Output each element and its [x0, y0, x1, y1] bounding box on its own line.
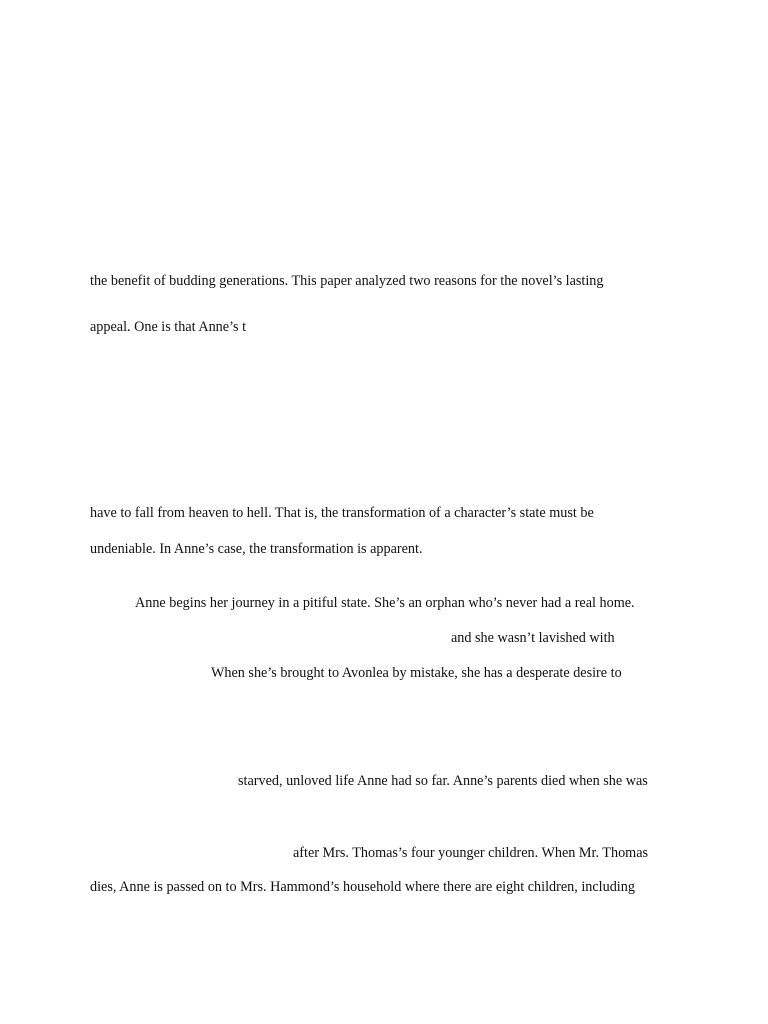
text-line: dies, Anne is passed on to Mrs. Hammond’s household where there are eight children, including	[90, 879, 635, 895]
text-line: the benefit of budding generations. This paper analyzed two reasons for the novel’s lasting	[90, 273, 604, 289]
text-line: appeal. One is that Anne’s t	[90, 319, 247, 335]
paragraph-first-line: Anne begins her journey in a pitiful state. She’s an orphan who’s never had a real home.	[135, 595, 635, 611]
text-line: undeniable. In Anne’s case, the transformation is apparent.	[90, 541, 423, 557]
text-line: and she wasn’t lavished with	[451, 630, 615, 646]
text-line: have to fall from heaven to hell. That is, the transformation of a character’s state must be	[90, 505, 594, 521]
text-line: starved, unloved life Anne had so far. Anne’s parents died when she was	[238, 773, 648, 789]
text-line: When she’s brought to Avonlea by mistake, she has a desperate desire to	[211, 665, 622, 681]
text-line: after Mrs. Thomas’s four younger children. When Mr. Thomas	[293, 845, 649, 861]
